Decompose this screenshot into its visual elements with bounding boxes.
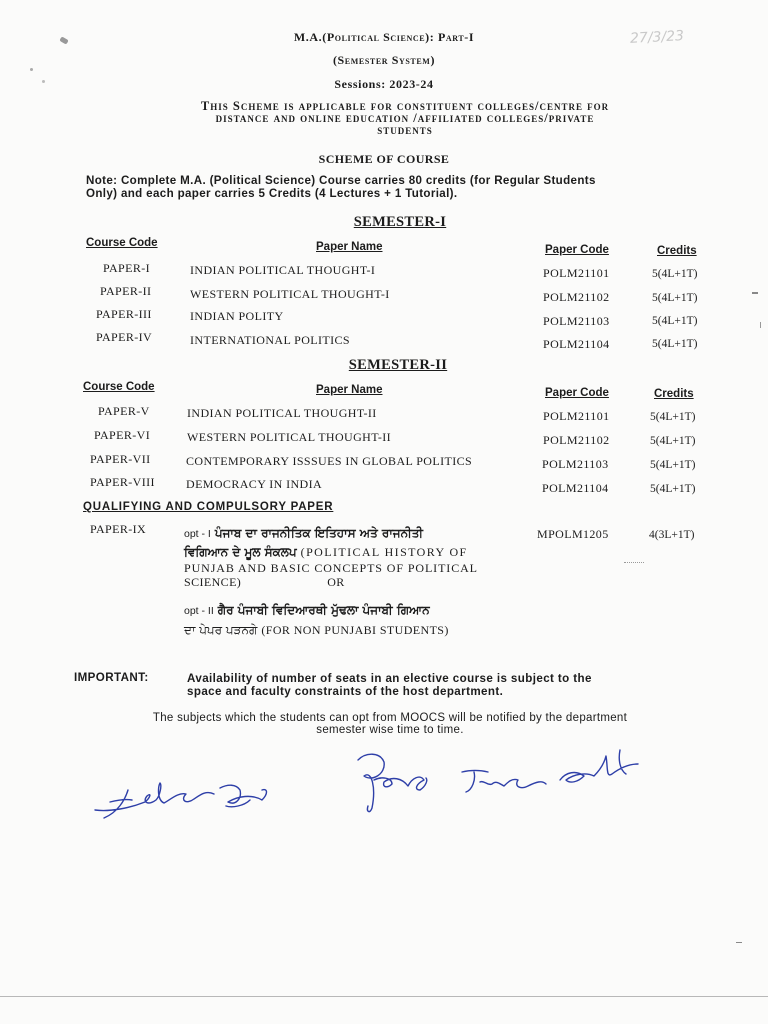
credits: 5(4L+1T) — [650, 411, 696, 423]
paper-name: DEMOCRACY IN INDIA — [186, 477, 323, 491]
signature-2 — [358, 754, 427, 811]
course-code: PAPER-VII — [90, 452, 151, 466]
paper-ix-credits: 4(3L+1T) — [649, 529, 695, 541]
margin-speck — [752, 292, 758, 294]
session-year: Sessions: 2023-24 — [334, 77, 434, 91]
option-1-english-end: SCIENCE) — [184, 575, 242, 589]
option-2-punjabi-title: ਗੈਰ ਪੰਜਾਬੀ ਵਿਦਿਆਰਥੀ ਮੁੱਢਲਾ ਪੰਜਾਬੀ ਗਿਆਨ — [217, 603, 430, 617]
page-edge — [0, 996, 768, 997]
course-title: M.A.(Political Science): Part-I — [293, 30, 475, 44]
moocs-line: The subjects which the students can opt from MOOCS will be notified by the department — [152, 712, 628, 724]
paper-code: POLM21101 — [543, 266, 610, 280]
semester-1-title: SEMESTER-I — [353, 214, 447, 230]
col-header-paper-code: Paper Code — [545, 244, 609, 256]
margin-speck — [755, 322, 761, 328]
option-1-punjabi-title-cont: ਵਿਗਿਆਨ ਦੇ ਮੂਲ ਸੰਕਲਪ — [184, 545, 297, 559]
paper-code: POLM21103 — [543, 314, 610, 328]
paper-code: POLM21104 — [542, 481, 609, 495]
scheme-line: students — [377, 123, 433, 137]
semester-system: (Semester System) — [332, 53, 436, 67]
paper-ix-code: PAPER-IX — [90, 522, 147, 536]
paper-name: WESTERN POLITICAL THOUGHT-I — [190, 287, 390, 301]
margin-speck — [736, 942, 742, 946]
credits: 5(4L+1T) — [652, 268, 698, 280]
scheme-line: This Scheme is applicable for constituent colleges/centre for — [200, 99, 610, 113]
credits: 5(4L+1T) — [650, 459, 696, 471]
option-2-label: opt - II — [184, 605, 214, 617]
option-2-punjabi-cont: ਦਾ ਪੇਪਰ ਪੜਨਗੇ — [184, 623, 258, 637]
important-line: Availability of number of seats in an elective course is subject to the — [187, 672, 592, 685]
paper-name: WESTERN POLITICAL THOUGHT-II — [187, 430, 392, 444]
paper-name: INDIAN POLITICAL THOUGHT-II — [187, 406, 377, 420]
col-header-course-code: Course Code — [86, 237, 158, 249]
paper-name: INTERNATIONAL POLITICS — [190, 333, 351, 347]
col-header-paper-name: Paper Name — [316, 241, 383, 253]
semester-2-title: SEMESTER-II — [348, 357, 448, 373]
col-header-credits: Credits — [654, 388, 694, 400]
option-1-english-title: (POLITICAL HISTORY OF — [300, 545, 468, 559]
course-code: PAPER-II — [100, 284, 152, 298]
corner-annotation: 27/3/23 — [629, 28, 685, 47]
moocs-line: semester wise time to time. — [316, 724, 464, 736]
credits: 5(4L+1T) — [650, 483, 696, 495]
paper-name: INDIAN POLITICAL THOUGHT-I — [190, 263, 376, 277]
option-2-english: (FOR NON PUNJABI STUDENTS) — [261, 623, 449, 637]
course-code: PAPER-I — [103, 261, 151, 275]
paper-code: POLM21101 — [543, 409, 610, 423]
paper-name: INDIAN POLITY — [190, 309, 284, 323]
col-header-paper-code: Paper Code — [545, 387, 609, 399]
important-label: IMPORTANT: — [74, 671, 149, 684]
course-code: PAPER-IV — [96, 330, 153, 344]
or-label: OR — [327, 575, 345, 589]
col-header-course-code: Course Code — [83, 381, 155, 393]
important-line: space and faculty constraints of the host department. — [187, 685, 504, 698]
signature-1 — [95, 783, 267, 818]
option-1-english-cont: PUNJAB AND BASIC CONCEPTS OF POLITICAL — [184, 561, 478, 575]
option-1-punjabi-title: ਪੰਜਾਬ ਦਾ ਰਾਜਨੀਤਿਕ ਇਤਿਹਾਸ ਅਤੇ ਰਾਜਨੀਤੀ — [214, 526, 424, 540]
paper-ix-paper-code: MPOLM1205 — [537, 527, 609, 541]
paper-code: POLM21103 — [542, 457, 609, 471]
credits: 5(4L+1T) — [652, 315, 698, 327]
scheme-of-course-heading: SCHEME OF COURSE — [318, 152, 450, 166]
col-header-paper-name: Paper Name — [316, 384, 383, 396]
paper-code: POLM21102 — [543, 433, 610, 447]
col-header-credits: Credits — [657, 245, 697, 257]
paper-code: POLM21104 — [543, 337, 610, 351]
option-1-label: opt - I — [184, 528, 211, 540]
course-code: PAPER-VI — [94, 428, 151, 442]
note-line: Note: Complete M.A. (Political Science) Course carries 80 credits (for Regular Students — [86, 174, 596, 187]
credits: 5(4L+1T) — [652, 292, 698, 304]
credits: 5(4L+1T) — [650, 435, 696, 447]
paper-code: POLM21102 — [543, 290, 610, 304]
credits: 5(4L+1T) — [652, 338, 698, 350]
paper-name: CONTEMPORARY ISSSUES IN GLOBAL POLITICS — [186, 454, 473, 468]
signature-4 — [560, 750, 638, 782]
qualifying-paper-heading: QUALIFYING AND COMPULSORY PAPER — [83, 501, 334, 513]
course-code: PAPER-III — [96, 307, 152, 321]
note-line: Only) and each paper carries 5 Credits (4 Lectures + 1 Tutorial). — [86, 187, 458, 200]
signature-3 — [462, 771, 546, 793]
scheme-line: distance and online education /affiliated colleges/private — [215, 111, 595, 125]
course-code: PAPER-V — [98, 404, 150, 418]
course-code: PAPER-VIII — [90, 475, 155, 489]
